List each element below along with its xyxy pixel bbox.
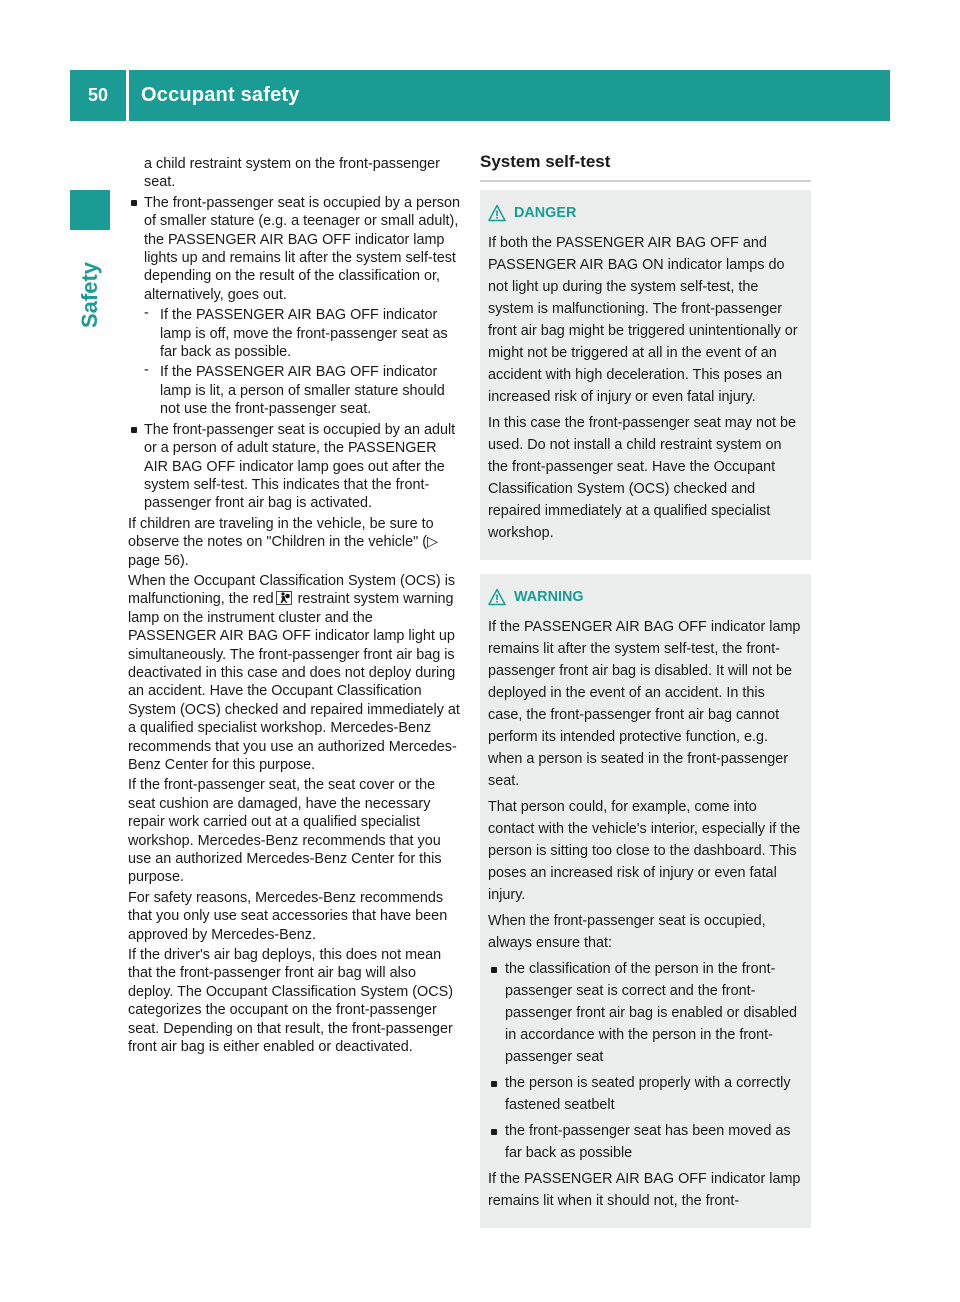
header-divider (126, 70, 129, 121)
right-column (480, 148, 811, 1228)
paragraph-damaged: If the front-passenger seat, the seat cover or the seat cushion are damaged, have the necessary repair work carried out at a qualified specialist workshop. Mercedes-Benz recommends that you use an authorized Mercedes-Benz Center for this purpose. (128, 777, 442, 886)
sub-list-item: - If the PASSENGER AIR BAG OFF indicator lamp is lit, a person of smaller stature should not use the front-passenger seat. (128, 363, 462, 418)
left-column (128, 155, 462, 1059)
warning-title-text: WARNING (514, 589, 584, 605)
warning-paragraph: If the PASSENGER AIR BAG OFF indicator lamp remains lit after the system self-test, the front-passenger front air bag is disabled. It will not be deployed in the event of an accident. In this case, the front-passenger front air bag cannot perform its intended protective function, e.g. when a person is seated in the front-passenger seat. (488, 619, 801, 789)
side-tab-label: Safety (77, 261, 102, 329)
warning-title (488, 586, 803, 608)
sub-list-item: - If the PASSENGER AIR BAG OFF indicator lamp is off, move the front-passenger seat as far back as possible. (128, 306, 462, 361)
paragraph-ocs-text-after: restraint system warning lamp on the instrument cluster and the PASSENGER AIR BAG OFF indicator lamp light up simultaneously. The front-passenger front air bag is deactivated in this case and does not deploy during an accident. Have the Occupant Classification System (OCS) checked and repaired immediately at a qualified specialist workshop. Mercedes-Benz recommends that you use an authorized Mercedes-Benz Center for this purpose. (128, 591, 460, 773)
warning-paragraph: If the PASSENGER AIR BAG OFF indicator lamp remains lit when it should not, the front- (488, 1171, 801, 1209)
airbag-person-icon (276, 591, 292, 605)
warning-triangle-icon (488, 588, 506, 606)
section-heading: System self-test (480, 148, 811, 182)
danger-title (488, 202, 803, 224)
intro-continuation: a child restraint system on the front-passenger seat. (144, 156, 440, 191)
danger-title-text: DANGER (514, 205, 577, 221)
list-item: The front-passenger seat is occupied by a person of smaller stature (e.g. a teenager or small adult), the PASSENGER AIR BAG OFF indicator lamp lights up and remains lit after the system self-test depending on the result of the classification or, alternatively, goes out. (128, 194, 462, 304)
paragraph-driver-airbag: If the driver's air bag deploys, this does not mean that the front-passenger front air bag will also deploy. The Occupant Classification System (OCS) categorizes the occupant on the front-passenger seat. Depending on that result, the front-passenger front air bag is either enabled or deactivated. (128, 947, 453, 1056)
paragraph-ocs-text-before: When the Occupant Classification System (OCS) is malfunctioning, the red (128, 572, 456, 608)
paragraph-children-text: If children are traveling in the vehicle, be sure to observe the notes on "Children in the vehicle" (▷ page 56). (128, 515, 439, 569)
warning-triangle-icon (488, 204, 506, 222)
warning-box (480, 574, 811, 1228)
danger-paragraph: In this case the front-passenger seat may not be used. Do not install a child restraint system on the front-passenger seat. Have the Occupant Classification System (OCS) checked and repaired immediately at a qualified specialist workshop. (488, 415, 796, 541)
paragraph-children (128, 515, 462, 570)
list-item: the classification of the person in the front-passenger seat is correct and the front-passenger front air bag is enabled or disabled in accordance with the person in the front-passenger seat (488, 958, 803, 1068)
page-title: Occupant safety (141, 84, 300, 106)
warning-paragraph: That person could, for example, come into contact with the vehicle's interior, especially if the person is sitting too close to the dashboard. This poses an increased risk of injury or even fatal injury. (488, 799, 801, 903)
page-number: 50 (87, 85, 109, 105)
list-item: the front-passenger seat has been moved as far back as possible (488, 1120, 803, 1164)
paragraph-accessories: For safety reasons, Mercedes-Benz recommends that you only use seat accessories that have been approved by Mercedes-Benz. (128, 889, 448, 943)
warning-paragraph: When the front-passenger seat is occupied, always ensure that: (488, 913, 766, 951)
side-tab-marker (70, 190, 110, 230)
danger-box (480, 190, 811, 560)
danger-paragraph: If both the PASSENGER AIR BAG OFF and PASSENGER AIR BAG ON indicator lamps do not light up during the system self-test, the system is malfunctioning. The front-passenger front air bag might be triggered unintentionally or might not be triggered at all in the event of an accident with high deceleration. This poses an increased risk of injury or even fatal injury. (488, 235, 798, 405)
list-item: the person is seated properly with a correctly fastened seatbelt (488, 1072, 803, 1116)
list-item: The front-passenger seat is occupied by an adult or a person of adult stature, the PASSENGER AIR BAG OFF indicator lamp goes out after the system self-test. This indicates that the front-passenger front air bag is activated. (128, 421, 462, 513)
paragraph-ocs (128, 572, 462, 774)
side-tab (70, 240, 110, 350)
